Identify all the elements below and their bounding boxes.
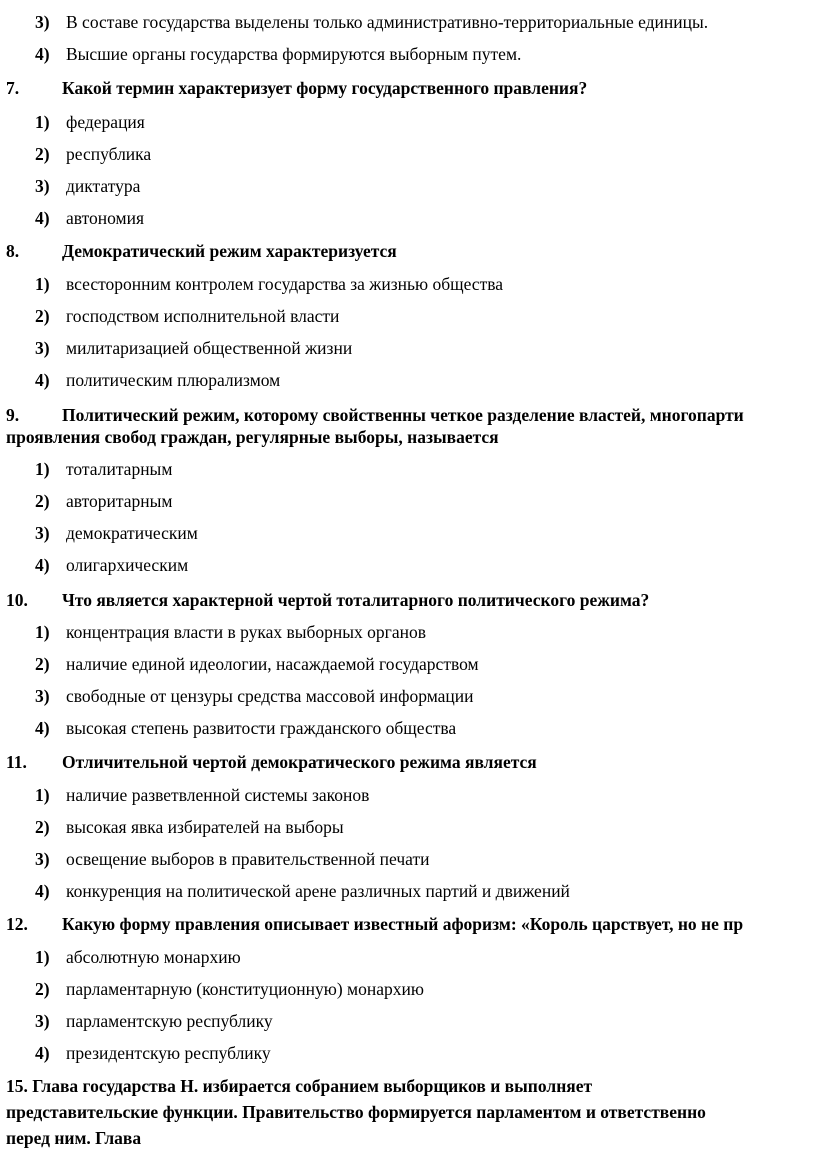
q9-option-2-number: 2): [35, 491, 50, 511]
q11-option-3-number: 3): [35, 849, 50, 869]
q6-option-3-number: 3): [35, 12, 50, 32]
question-10-number: 10.: [6, 590, 28, 610]
q9-option-1-text: тоталитарным: [66, 459, 173, 479]
q6-option-4-text: Высшие органы государства формируются выборным путем.: [66, 44, 522, 64]
q10-option-4-text: высокая степень развитости гражданского общества: [66, 718, 457, 738]
q10-option-4-number: 4): [35, 718, 50, 738]
q12-option-4-number: 4): [35, 1043, 50, 1063]
q11-option-2-number: 2): [35, 817, 50, 837]
question-15-text-line-3: перед ним. Глава: [6, 1128, 142, 1148]
q12-option-3-number: 3): [35, 1011, 50, 1031]
q8-option-3-number: 3): [35, 338, 50, 358]
question-9-text-line-1: Политический режим, которому свойственны четкое разделение властей, многопарти: [62, 405, 744, 425]
q8-option-2-text: господством исполнительной власти: [66, 306, 340, 326]
q12-option-2-text: парламентарную (конституционную) монархию: [66, 979, 424, 999]
q8-option-1-number: 1): [35, 274, 50, 294]
q9-option-3-text: демократическим: [66, 523, 198, 543]
q9-option-2-text: авторитарным: [66, 491, 173, 511]
q8-option-3-text: милитаризацией общественной жизни: [66, 338, 353, 358]
q11-option-1-number: 1): [35, 785, 50, 805]
q7-option-1-number: 1): [35, 112, 50, 132]
q10-option-3-text: свободные от цензуры средства массовой информации: [66, 686, 474, 706]
q7-option-3-number: 3): [35, 176, 50, 196]
q9-option-1-number: 1): [35, 459, 50, 479]
q7-option-2-text: республика: [66, 144, 152, 164]
q7-option-3-text: диктатура: [66, 176, 141, 196]
q7-option-4-text: автономия: [66, 208, 145, 228]
q11-option-1-text: наличие разветвленной системы законов: [66, 785, 370, 805]
q10-option-1-text: концентрация власти в руках выборных органов: [66, 622, 426, 642]
q12-option-3-text: парламентскую республику: [66, 1011, 273, 1031]
q11-option-2-text: высокая явка избирателей на выборы: [66, 817, 344, 837]
question-12-number: 12.: [6, 914, 28, 934]
question-9-text-line-2: проявления свобод граждан, регулярные выборы, называется: [6, 427, 499, 447]
q8-option-4-number: 4): [35, 370, 50, 390]
q12-option-4-text: президентскую республику: [66, 1043, 271, 1063]
question-7-number: 7.: [6, 78, 20, 98]
q10-option-1-number: 1): [35, 622, 50, 642]
q10-option-2-number: 2): [35, 654, 50, 674]
question-15-text-line-1: 15. Глава государства Н. избирается собранием выборщиков и выполняет: [6, 1076, 593, 1096]
question-10-text: Что является характерной чертой тоталитарного политического режима?: [62, 590, 650, 610]
q9-option-4-text: олигархическим: [66, 555, 189, 575]
question-11-text: Отличительной чертой демократического режима является: [62, 752, 537, 772]
q10-option-2-text: наличие единой идеологии, насаждаемой государством: [66, 654, 479, 674]
q7-option-4-number: 4): [35, 208, 50, 228]
q7-option-1-text: федерация: [66, 112, 145, 132]
q12-option-1-text: абсолютную монархию: [66, 947, 241, 967]
q9-option-3-number: 3): [35, 523, 50, 543]
q8-option-2-number: 2): [35, 306, 50, 326]
q9-option-4-number: 4): [35, 555, 50, 575]
q6-option-4-number: 4): [35, 44, 50, 64]
question-7-text: Какой термин характеризует форму государственного правления?: [62, 78, 588, 98]
question-15-text-line-2: представительские функции. Правительство формируется парламентом и ответственно: [6, 1102, 706, 1122]
question-8-text: Демократический режим характеризуется: [62, 241, 397, 261]
q11-option-3-text: освещение выборов в правительственной печати: [66, 849, 430, 869]
q10-option-3-number: 3): [35, 686, 50, 706]
q12-option-1-number: 1): [35, 947, 50, 967]
question-11-number: 11.: [6, 752, 27, 772]
q6-option-3-text: В составе государства выделены только административно-территориальные единицы.: [66, 12, 709, 32]
question-9-number: 9.: [6, 405, 20, 425]
q12-option-2-number: 2): [35, 979, 50, 999]
q7-option-2-number: 2): [35, 144, 50, 164]
q8-option-1-text: всесторонним контролем государства за жизнью общества: [66, 274, 504, 294]
q11-option-4-text: конкуренция на политической арене различных партий и движений: [66, 881, 570, 901]
question-8-number: 8.: [6, 241, 20, 261]
q8-option-4-text: политическим плюрализмом: [66, 370, 281, 390]
question-12-text: Какую форму правления описывает известный афоризм: «Король царствует, но не пр: [62, 914, 744, 934]
q11-option-4-number: 4): [35, 881, 50, 901]
